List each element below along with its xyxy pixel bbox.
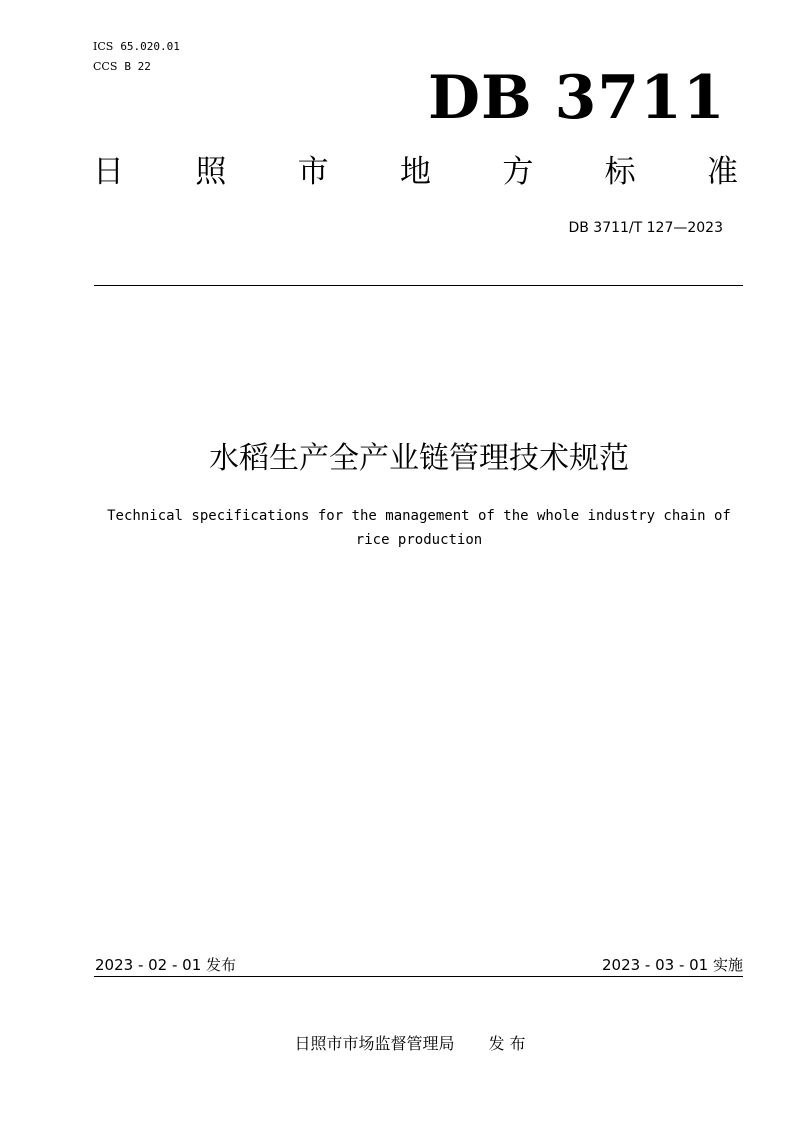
standard-type-char: 日 xyxy=(93,154,124,190)
ccs-value: B 22 xyxy=(124,60,151,73)
publisher-action: 发 布 xyxy=(488,1034,526,1053)
publisher-name: 日照市市场监督管理局 xyxy=(294,1034,455,1053)
ics-code xyxy=(93,40,180,54)
bottom-divider xyxy=(94,976,743,977)
standard-type-char: 市 xyxy=(297,154,329,190)
ics-label: ICS xyxy=(93,40,114,53)
standard-type-char: 地 xyxy=(399,154,431,190)
ccs-label: CCS xyxy=(93,60,118,73)
ics-value: 65.020.01 xyxy=(120,40,180,53)
standard-type-char: 准 xyxy=(706,154,738,190)
publisher-line xyxy=(0,1033,800,1055)
implementation-date: 2023 - 03 - 01 实施 xyxy=(601,956,743,974)
db-mark: DB 3711 xyxy=(428,63,726,133)
standard-type-char: 标 xyxy=(604,154,636,190)
top-divider xyxy=(94,285,743,286)
issue-date: 2023 - 02 - 01 发布 xyxy=(95,956,237,974)
standard-type-char: 照 xyxy=(195,154,227,190)
title-chinese: 水稻生产全产业链管理技术规范 xyxy=(209,441,629,476)
title-english: Technical specifications for the management of the whole industry chain of rice production xyxy=(107,508,731,548)
standard-type-heading xyxy=(93,152,738,192)
standard-type-char: 方 xyxy=(502,154,534,190)
ccs-code xyxy=(93,60,151,74)
standard-number: DB 3711/T 127—2023 xyxy=(568,220,723,236)
